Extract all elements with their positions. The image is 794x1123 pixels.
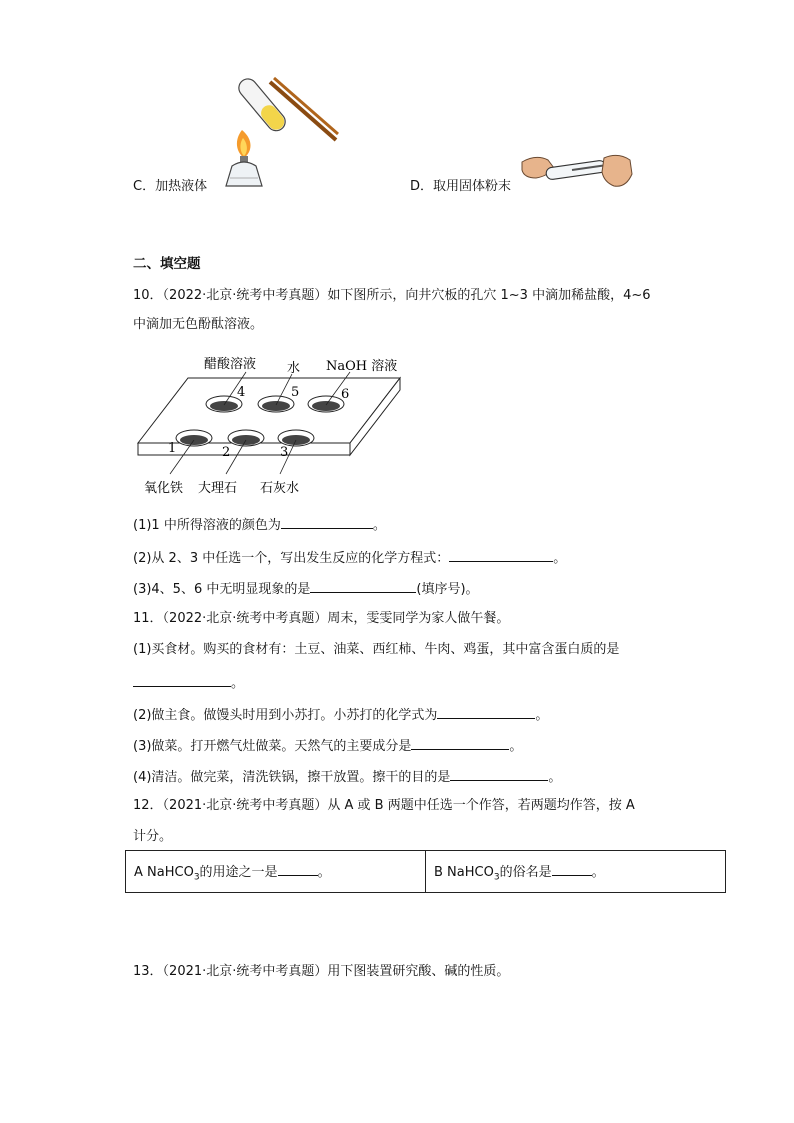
label-water: 水 [287,361,301,376]
heating-liquid-illustration [218,68,342,192]
answer-blank[interactable] [310,578,416,593]
label-iron-oxide: 氧化铁 [144,481,184,496]
answer-blank[interactable] [449,547,553,562]
answer-blank[interactable] [281,514,373,529]
well-number-1: 1 [168,441,177,456]
label-naoh: NaOH 溶液 [326,359,398,374]
q12-line1: 12．（2021·北京·统考中考真题）从 A 或 B 两题中任选一个作答，若两题均作答，按 A [133,798,635,813]
answer-blank[interactable] [450,766,548,781]
label-acetic-acid: 醋酸溶液 [204,357,257,372]
well-number-3: 3 [280,445,289,460]
option-c-label: C．加热液体 [133,179,208,194]
answer-blank[interactable] [552,861,592,876]
q11-sub2: (2)做主食。做馒头时用到小苏打。小苏打的化学式为 。 [133,704,548,725]
section-title: 二、填空题 [133,256,201,272]
well-plate-diagram [130,350,410,500]
q10-sub3: (3)4、5、6 中无明显现象的是 (填序号)。 [133,578,479,599]
answer-blank[interactable] [411,735,509,750]
q12-choice-table [125,850,726,893]
q11-sub1-answer: 。 [133,672,244,693]
q11-sub4: (4)清洁。做完菜，清洗铁锅，擦干放置。擦干的目的是 。 [133,766,561,787]
q10-sub1: (1)1 中所得溶液的颜色为 。 [133,514,386,535]
label-marble: 大理石 [198,481,238,496]
answer-blank[interactable] [437,704,535,719]
q10-line2: 中滴加无色酚酞溶液。 [133,317,264,332]
answer-blank[interactable] [278,861,318,876]
q11-sub1: (1)买食材。购买的食材有：土豆、油菜、西红柿、牛肉、鸡蛋，其中富含蛋白质的是 [133,642,620,657]
well-number-2: 2 [222,445,231,460]
q11-line1: 11．（2022·北京·统考中考真题）周末，雯雯同学为家人做午餐。 [133,611,510,626]
well-number-4: 4 [237,385,246,400]
q12-option-b: B NaHCO$_3$的俗名是 。 [426,851,726,893]
well-number-5: 5 [291,385,300,400]
option-d-label: D．取用固体粉末 [410,179,512,194]
solid-powder-illustration [518,148,634,194]
q13-line1: 13．（2021·北京·统考中考真题）用下图装置研究酸、碱的性质。 [133,964,510,979]
q10-sub2: (2)从 2、3 中任选一个，写出发生反应的化学方程式： 。 [133,547,566,568]
answer-blank[interactable] [133,672,231,687]
q10-line1: 10．（2022·北京·统考中考真题）如下图所示，向井穴板的孔穴 1~3 中滴加稀盐酸，4~6 [133,288,651,303]
well-number-6: 6 [341,387,350,402]
q12-line2: 计分。 [133,829,173,844]
q11-sub3: (3)做菜。打开燃气灶做菜。天然气的主要成分是 。 [133,735,522,756]
q12-option-a: A NaHCO$_3$的用途之一是 。 [126,851,426,893]
label-limewater: 石灰水 [260,481,300,496]
